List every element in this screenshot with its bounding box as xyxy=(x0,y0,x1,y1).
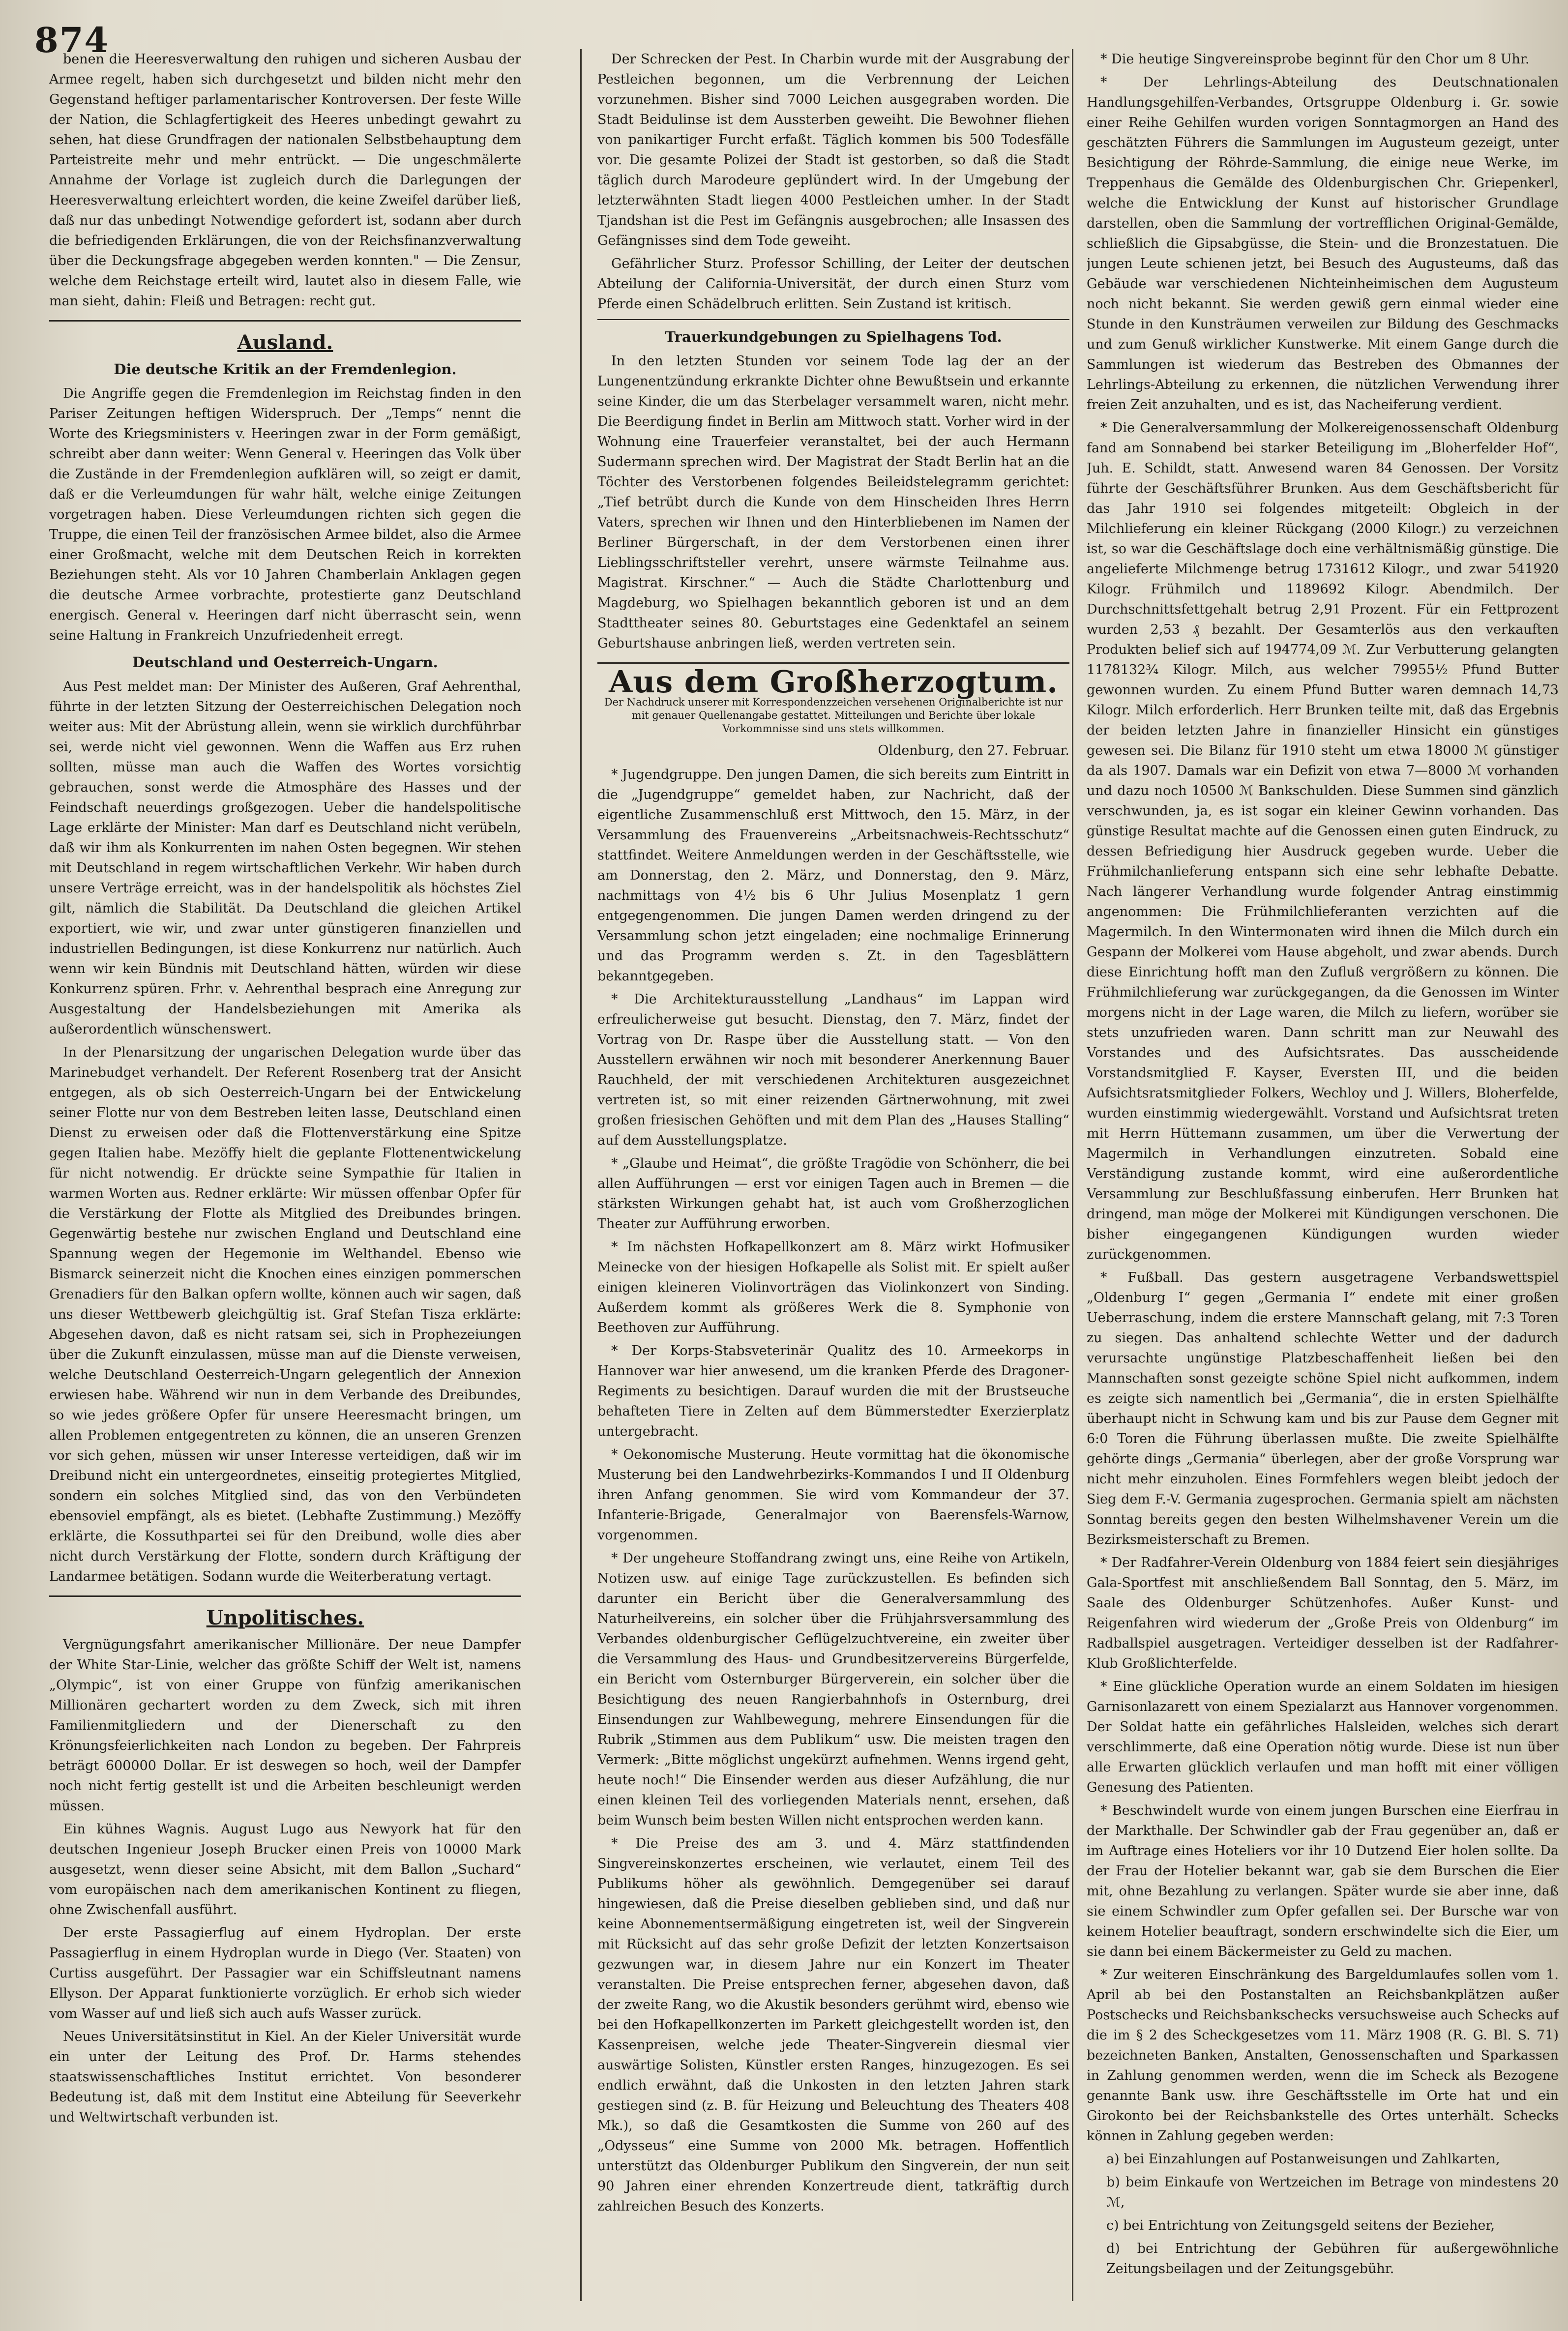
column-right xyxy=(1087,49,1559,2301)
article-korpsveterinaer: * Der Korps-Stabsveterinär Qualitz des 10. Armeekorps in Hannover war hier anwesend, um die kranken Pferde des Dragoner-Regiments zu besichtigen. Darauf wurden die mit der Brustseuche behafteten Tiere in Zelten auf dem Bümmerstedter Exerzierplatz untergebracht. xyxy=(597,1343,1069,1439)
list-item: a) bei Einzahlungen auf Postanweisungen und Zahlkarten, xyxy=(1106,2152,1500,2167)
headline-fremdenlegion: Die deutsche Kritik an der Fremdenlegion. xyxy=(114,361,457,378)
article-wagnis: Ein kühnes Wagnis. August Lugo aus Newyork hat für den deutschen Ingenieur Joseph Brucker einen Preis von 10000 Mark ausgesetzt, wenn dieser seine Absicht, mit dem Ballon „Suchard“ vom europäischen nach dem amerikanischen Kontinent zu fliegen, ohne Zwischenfall ausführt. xyxy=(49,1822,521,1918)
article-musterung: * Oekonomische Musterung. Heute vormittag hat die ökonomische Musterung bei den Landwehrbezirks-Kommandos I und II Oldenburg ihren Anfang genommen. Sie wird vom Kommandeur der 37. Infanterie-Brigade, Generalmajor von Baerensfels-Warnow, vorgenommen. xyxy=(597,1447,1069,1543)
article-jugendgruppe: * Jugendgruppe. Den jungen Damen, die sich bereits zum Eintritt in die „Jugendgruppe“ gemeldet haben, zur Nachricht, daß der eigentliche Zusammenschluß erst Mittwoch, den 15. März, in der Versammlung des Frauenvereins „Arbeitsnachweis-Rechtsschutz“ stattfindet. Weitere Anmeldungen werden in der Geschäftsstelle, wie am Donnerstag, den 2. März, und Donnerstag, den 9. März, nachmittags von 4½ bis 6 Uhr Julius Mosenplatz 1 gern entgegengenommen. Die jungen Damen werden dringend zu der Versammlung schon jetzt eingeladen; eine nochmalige Erinnerung und das Programm werden s. Zt. in den Tagesblättern bekanntgegeben. xyxy=(597,767,1069,984)
article-stoffandrang: * Der ungeheure Stoffandrang zwingt uns, eine Reihe von Artikeln, Notizen usw. auf einige Tage zurückzustellen. Es befinden sich darunter ein Bericht über die Generalversammlung des Naturheilvereins, ein solcher über die Frühjahrsversammlung des Verbandes oldenburgischer Geflügelzuchtvereine, ein zweiter über die Versammlung des Haus- und Grundbesitzervereins Bürgerfelde, ein Bericht vom Osternburger Bürgerverein, ein solcher über die Besichtigung des neuen Rangierbahnhofs in Osternburg, drei Einsendungen zur Wahlbewegung, mehrere Einsendungen für die Rubrik „Stimmen aus dem Publikum“ usw. Die meisten tragen den Vermerk: „Bitte möglichst ungekürzt aufnehmen. Wenns irgend geht, heute noch!“ Die Einsender werden aus dieser Aufzählung, die nur einen kleinen Teil des vorliegenden Materials nennt, ersehen, daß beim Wunsch beim besten Willen nicht entsprochen werden kann. xyxy=(597,1551,1069,1828)
article-radfahrer: * Der Radfahrer-Verein Oldenburg von 1884 feiert sein diesjähriges Gala-Sportfest mit anschließendem Ball Sonntag, den 5. März, im Saale des Oldenburger Schützenhofes. Außer Kunst- und Reigenfahren wird wiederum der „Große Preis von Oldenburg“ im Radballspiel ausgetragen. Verteidiger desselben ist der Radfahrer-Klub Großlichterfelde. xyxy=(1087,1555,1559,1671)
column-divider-1 xyxy=(580,49,582,2301)
section-heading-ausland: Ausland. xyxy=(237,331,333,354)
list-item: d) bei Entrichtung der Gebühren für außergewöhnliche Zeitungsbeilagen und der Zeitungsgebühr. xyxy=(1106,2241,1559,2276)
article-operation: * Eine glückliche Operation wurde an einem Soldaten im hiesigen Garnisonlazarett von einem Spezialarzt aus Hannover vorgenommen. Der Soldat hatte ein gefährliches Halsleiden, welches sich derart verschlimmerte, daß eine Operation nötig wurde. Diese ist nun über alle Erwarten glücklich verlaufen und man hofft mit einer völligen Genesung des Patienten. xyxy=(1087,1679,1559,1795)
list-item: c) bei Entrichtung von Zeitungsgeld seitens der Bezieher, xyxy=(1106,2218,1495,2233)
headline-oesterreich: Deutschland und Oesterreich-Ungarn. xyxy=(132,654,438,671)
article-sturz: Gefährlicher Sturz. Professor Schilling, der Leiter der deutschen Abteilung der California-Universität, der durch einen Sturz vom Pferde einen Schädelbruch erlitten. Sein Zustand ist kritisch. xyxy=(597,256,1069,312)
dateline: Oldenburg, den 27. Februar. xyxy=(878,743,1069,758)
section-rule xyxy=(49,320,521,322)
column-divider-2 xyxy=(1072,49,1073,2301)
article-beschwindelt: * Beschwindelt wurde von einem jungen Burschen eine Eierfrau in der Markthalle. Der Schwindler gab der Frau gegenüber an, daß er im Auftrage eines Hoteliers vor ihr 10 Dutzend Eier holen sollte. Da der Frau der Hotelier bekannt war, gab sie dem Burschen die Eier mit, ohne Bezahlung zu verlangen. Später wurde sie aber inne, daß sie einem Schwindler zum Opfer gefallen sei. Der Bursche war von keinem Hotelier beauftragt, sondern erschwindelte sich die Eier, um sie dann bei einem Bäckermeister zu Geld zu machen. xyxy=(1087,1803,1559,1959)
article-landhaus: * Die Architekturausstellung „Landhaus“ im Lappan wird erfreulicherweise gut besucht. Dienstag, den 7. März, findet der Vortrag von Dr. Raspe über die Ausstellung statt. — Von den Ausstellern erwähnen wir noch mit besonderer Anerkennung Bauer Rauchheld, der mit verschiedenen Architekturen ausgezeichnet vertreten ist, so mit einer reizenden Gärtnerwohnung, mit zwei großen friesischen Gehöften und mit dem Plan des „Hauses Stalling“ auf dem Ausstellungsplatze. xyxy=(597,992,1069,1148)
article-lehrlingsabteilung: * Der Lehrlings-Abteilung des Deutschnationalen Handlungsgehilfen-Verbandes, Ortsgruppe Oldenburg i. Gr. sowie einer Reihe Gehilfen wurden vorigen Sonntagmorgen an Hand des geschätzten Führers die Sammlungen im Augusteum gezeigt, unter Besichtigung der Röhrde-Sammlung, die einige neue Werke, im Treppenhaus die Gemälde des Oldenburgischen Chr. Griepenkerl, welche die Entwicklung der Kunst auf historischer Grundlage darstellen, oben die Sammlung der vortrefflichen Original-Gemälde, schließlich die Gipsabgüsse, die Stein- und die Bronzestatuen. Die jungen Leute schienen jetzt, bei Besuch des Augusteums, daß das Gebäude war verschiedenen Nichteinheimischen dem Augusteum noch nicht bekannt. Sie werden gewiß gern einmal wieder eine Stunde in den Kunsträumen verweilen zur Bildung des Geschmacks und zum Genuß wirklicher Kunstwerke. Mit einem Gange durch die Sammlungen ist wiederum das Bestreben des Obmannes der Lehrlings-Abteilung zu erkennen, die nützlichen Verwendung ihrer freien Zeit anzuhalten, und es ist, das Nacheiferung verdient. xyxy=(1087,75,1559,413)
headline-spielhagen: Trauerkundgebungen zu Spielhagens Tod. xyxy=(665,328,1002,345)
article-spielhagen: In den letzten Stunden vor seinem Tode lag der an der Lungenentzündung erkrankte Dichter ohne Bewußtsein und erkannte seine Kinder, die um das Sterbelager versammelt waren, nicht mehr. Die Beerdigung findet in Berlin am Mittwoch statt. Vorher wird in der Wohnung eine Trauerfeier veranstaltet, bei der auch Hermann Sudermann sprechen wird. Der Magistrat der Stadt Berlin hat an die Töchter des Verstorbenen folgendes Beileidstelegramm gerichtet: „Tief betrübt durch die Kunde von dem Hinscheiden Ihres Herrn Vaters, sprechen wir Ihnen und den Hinterbliebenen im Namen der Berliner Bürgerschaft, in der dem Verstorbenen einen ihrer Lieblingsschriftsteller verehrt, unsere wärmste Teilnahme aus. Magistrat. Kirschner.“ — Auch die Städte Charlottenburg und Magdeburg, wo Spielhagen bekanntlich geboren ist und an dem Stadttheater seines 80. Geburtstages eine Gedenktafel an seinem Geburtshause anbringen ließ, werden vertreten sein. xyxy=(597,354,1069,651)
section-rule xyxy=(49,1595,521,1597)
article-molkerei: * Die Generalversammlung der Molkereigenossenschaft Oldenburg fand am Sonnabend bei starker Beteiligung im „Bloherfelder Hof“, Juh. E. Schildt, statt. Anwesend waren 84 Genossen. Der Vorsitz führte der Geschäftsführer Brunken. Aus dem Geschäftsbericht für das Jahr 1910 sei folgendes mitgeteilt: Obgleich in der Milchlieferung ein kleiner Rückgang (2000 Kilogr.) zu verzeichnen ist, so war die Geschäftslage doch eine verhältnismäßig günstige. Die angelieferte Milchmenge betrug 1731612 Kilogr., und zwar 541920 Kilogr. Frühmilch und 1189692 Kilogr. Abendmilch. Der Durchschnittsfettgehalt betrug 2,91 Prozent. Für ein Fettprozent wurden 2,53 ₰ bezahlt. Der Gesamterlös aus den verkauften Produkten belief sich auf 194774,09 ℳ. Zur Verbutterung gelangten 1178132¾ Kilogr. Milch, aus welcher 79955½ Pfund Butter gewonnen wurden. Zu einem Pfund Butter waren demnach 14,73 Kilogr. Milch erforderlich. Herr Brunken teilte mit, daß das Ergebnis der beiden letzten Jahre in finanzieller Hinsicht ein günstiges gewesen sei. Die Bilanz für 1910 steht um etwa 18000 ℳ günstiger da als 1907. Damals war ein Defizit von etwa 7—8000 ℳ vorhanden und dazu noch 10500 ℳ Bankschulden. Diese Summen sind gänzlich verschwunden, ja, es ist sogar ein kleiner Gewinn vorhanden. Das günstige Resultat machte auf die Genossen einen guten Eindruck, zu dessen Befriedigung hier Ausdruck gegeben wurde. Ueber die Frühmilchanlieferung entspann sich eine sehr lebhafte Debatte. Nach längerer Verhandlung wurde folgender Antrag einstimmig angenommen: Die Frühmilchlieferanten verzichten auf die Magermilch. In den Wintermonaten wird ihnen die Milch durch ein Gespann der Molkerei vom Hause abgeholt, und zwar abends. Durch diese Einrichtung hofft man den Zufluß vergrößern zu können. Die Frühmilchlieferung war zurückgegangen, da die Genossen im Winter morgens nicht in der Lage waren, die Milch zu liefern, worüber sie stets unzufrieden waren. Dann schritt man zur Neuwahl des Vorstandes und des Aufsichtsrates. Das ausscheidende Vorstandsmitglied F. Kayser, Eversten III, und die beiden Aufsichtsratsmitglieder Folkers, Wechloy und J. Willers, Bloherfelde, wurden einstimmig wiedergewählt. Vorstand und Aufsichtsrat treten mit Herrn Hüttemann zusammen, um über die Verwertung der Magermilch in Verhandlungen einzutreten. Sobald eine Verständigung zustande kommt, wird eine außerordentliche Versammlung zur Beschlußfassung einberufen. Herr Brunken hat dringend, man möge der Molkerei mit Kündigungen verschonen. Die bisher eingegangenen Kündigungen wurden wieder zurückgenommen. xyxy=(1087,420,1559,1262)
article-hydroplan: Der erste Passagierflug auf einem Hydroplan. Der erste Passagierflug in einem Hydroplan wurde in Diego (Ver. Staaten) von Curtiss ausgeführt. Der Passagier war ein Schiffsleutnant namens Ellyson. Der Apparat funktionierte vorzüglich. Er erhob sich wieder vom Wasser auf und ließ sich auch aufs Wasser zurück. xyxy=(49,1925,521,2021)
page-number: 874 xyxy=(34,20,110,60)
article-glaube-heimat: * „Glaube und Heimat“, die größte Tragödie von Schönherr, die bei allen Aufführungen — erst vor einigen Tagen auch in Bremen — die stärksten Wirkungen gehabt hat, ist auch vom Großherzoglichen Theater zur Aufführung erworben. xyxy=(597,1156,1069,1232)
column-middle xyxy=(597,49,1069,2301)
article-olympic: Vergnügungsfahrt amerikanischer Millionäre. Der neue Dampfer der White Star-Linie, welcher das größte Schiff der Welt ist, namens „Olympic“, ist von einer Gruppe von fünfzig amerikanischen Millionären gechartert worden zu dem Zweck, sich mit ihren Familienmitgliedern und der Dienerschaft zu den Krönungsfeierlichkeiten nach London zu begeben. Der Fahrpreis beträgt 600000 Dollar. Er ist deswegen so hoch, weil der Dampfer noch nicht fertig gestellt ist und die Arbeiten beschleunigt werden müssen. xyxy=(49,1637,521,1814)
article-kiel: Neues Universitätsinstitut in Kiel. An der Kieler Universität wurde ein unter der Leitung des Prof. Dr. Harms stehendes staatswissenschaftliches Institut errichtet. Von besonderer Bedeutung ist, daß mit dem Institut eine Abteilung für Seeverkehr und Weltwirtschaft verbunden ist. xyxy=(49,2029,521,2125)
column-left xyxy=(49,49,521,2301)
article-bargeld: * Zur weiteren Einschränkung des Bargeldumlaufes sollen vom 1. April ab bei den Postanstalten an Reichsbankplätzen außer Postschecks und Reichsbankschecks versuchsweise auch Schecks auf die im § 2 des Scheckgesetzes vom 11. März 1908 (R. G. Bl. S. 71) bezeichneten Banken, Anstalten, Genossenschaften und Sparkassen in Zahlung genommen werden, wenn die im Scheck als Bezogene genannte Bank usw. ihre Geschäftsstelle im Orte hat und ein Girokonto bei der Reichsbankstelle des Ortes unterhält. Schecks können in Zahlung gegeben werden: xyxy=(1087,1967,1559,2144)
article-delegation: In der Plenarsitzung der ungarischen Delegation wurde über das Marinebudget verhandelt. Der Referent Rosenberg trat der Ansicht entgegen, als ob sich Oesterreich-Ungarn bei der Entwickelung seiner Flotte nur von dem Bestreben leiten lasse, Deutschland einen Dienst zu erweisen oder daß die Flottenverstärkung eine Spitze gegen Italien habe. Mezöffy hielt die geplante Flottenentwickelung für nicht notwendig. Er drückte seine Sympathie für Italien in warmen Worten aus. Redner erklärte: Wir müssen offenbar Opfer für die Verstärkung der Flotte als Mitglied des Dreibundes bringen. Gegenwärtig bestehe nur zwischen England und Deutschland eine Spannung wegen der Hegemonie im Welthandel. Ebenso wie Bismarck seinerzeit nicht die Knochen eines einzigen pommerschen Grenadiers für den Balkan opfern wollte, können auch wir sagen, daß uns dieser Wettbewerb gleichgültig ist. Graf Stefan Tisza erklärte: Abgesehen davon, daß es nicht ratsam sei, sich in Prophezeiungen über die Zukunft einzulassen, müsse man auf die Dienste verweisen, welche Deutschland Oesterreich-Ungarn gelegentlich der Annexion erwiesen habe. Während wir nun in dem Verbande des Dreibundes, so wie jedes größere Opfer für unsere Heeresmacht bringen, um allen Problemen entgegentreten zu können, die an unseren Grenzen vor sich gehen, müssen wir unser Interesse verteidigen, daß wir im Dreibund nicht ein untergeordnetes, einseitig protegiertes Mitglied, sondern ein solches Mitglied sind, das von den Verbündeten ebensoviel empfängt, als es bietet. (Lebhafte Zustimmung.) Mezöffy erklärte, die Kossuthpartei sei für den Dreibund, wolle dies aber nicht durch Verstärkung der Flotte, sondern durch Kräftigung der Landarmee betätigen. Sodann wurde die Weiterberatung vertagt. xyxy=(49,1045,521,1584)
article-aehrenthal: Aus Pest meldet man: Der Minister des Außeren, Graf Aehrenthal, führte in der letzten Sitzung der Oesterreichischen Delegation noch weiter aus: Mit der Abrüstung allein, wenn sie wirklich durchführbar sei, werde nicht viel gewonnen. Wenn die Waffen aus Erz ruhen sollten, müsse man auch die Waffen des Wortes vorsichtig gebrauchen, sonst werde die Atmosphäre des Hasses und der Feindschaft neuerdings großgezogen. Ueber die handelspolitische Lage erklärte der Minister: Man darf es Deutschland nicht verübeln, daß wir ihm als Konkurrenten im nahen Osten begegnen. Wir stehen mit Deutschland in regem wirtschaftlichen Verkehr. Wir haben durch unsere Verträge erreicht, was in der handelspolitik als höchstes Ziel gilt, nämlich die Stabilität. Da Deutschland die gleichen Artikel exportiert, wie wir, und zwar unter günstigeren finanziellen und industriellen Bedingungen, ist diese Konkurrenz nur natürlich. Auch wenn wir kein Bündnis mit Deutschland hätten, würden wir diese Konkurrenz spüren. Frhr. v. Aehrenthal besprach eine Anregung zur Ausgestaltung der Handelsbeziehungen mit Amerika als außerordentlich wünschenswert. xyxy=(49,679,521,1037)
article-rule xyxy=(597,319,1069,320)
section-heading-grossherzogtum: Aus dem Großherzogtum. xyxy=(609,664,1058,700)
list-item: b) beim Einkaufe von Wertzeichen im Betrage von mindestens 20 ℳ, xyxy=(1106,2175,1559,2210)
reprint-notice: Der Nachdruck unserer mit Korrespondenzzeichen versehenen Originalberichte ist nur mit genauer Quellenangabe gestattet. Mitteilungen und Berichte über lokale Vorkommnisse sind uns stets willkommen. xyxy=(604,696,1063,735)
article-hofkapelle: * Im nächsten Hofkapellkonzert am 8. März wirkt Hofmusiker Meinecke von der hiesigen Hofkapelle als Solist mit. Er spielt außer einigen kleineren Violinvorträgen das Violinkonzert von Sinding. Außerdem kommt als größeres Werk die 8. Symphonie von Beethoven zur Aufführung. xyxy=(597,1239,1069,1335)
article-fussball: * Fußball. Das gestern ausgetragene Verbandswettspiel „Oldenburg I“ gegen „Germania I“ endete mit einer großen Ueberraschung, indem die erstere Mannschaft gelang, mit 7:3 Toren zu siegen. Das anhaltend schlechte Wetter und der dadurch verursachte ungünstige Platzbeschaffenheit ließen bei den Mannschaften sonst gezeigte schöne Spiel nicht aufkommen, indem es zeigte sich namentlich bei „Germania“, die in ersten Spielhälfte überhaupt nicht in Schwung kam und bis zur Pause dem Gegner mit 6:0 Toren die Führung überlassen mußte. Die zweite Spielhälfte gehörte dings „Germania“ überlegen, aber der große Vorsprung war nicht mehr einzuholen. Eines Formfehlers wegen bleibt jedoch der Sieg dem F.-V. Germania zugesprochen. Germania spielt am nächsten Sonntag bereits gegen den besten Wilhelmshavener Verein um die Bezirksmeisterschaft zu Bremen. xyxy=(1087,1270,1559,1547)
article-singverein-preise: * Die Preise des am 3. und 4. März stattfindenden Singvereinskonzertes erscheinen, wie verlautet, einem Teil des Publikums höher als gewöhnlich. Demgegenüber sei darauf hingewiesen, daß die Preise dieselben geblieben sind, und daß nur keine Abonnementsermäßigung eingetreten ist, weil der Singverein mit Rücksicht auf das sehr große Defizit der letzten Konzertsaison gezwungen war, in diesem Jahre nur ein Konzert im Theater veranstalten. Die Preise entsprechen ferner, abgesehen davon, daß der zweite Rang, wo die Akustik besonders gerühmt wird, ebenso wie bei den Hofkapellkonzerten im Parkett gleichgestellt worden ist, den Kassenpreisen, welche jede Theater-Singverein diesmal vier auswärtige Solisten, Künstler ersten Ranges, hinzugezogen. Es sei endlich erwähnt, daß die Unkosten in den letzten Jahren stark gestiegen sind (z. B. für Heizung und Beleuchtung des Theaters 408 Mk.), so daß die Gesamtkosten die Summe von 260 auf des „Odysseus“ eine Summe von 2000 Mk. betragen. Hoffentlich unterstützt das Oldenburger Publikum den Singverein, der nun seit 90 Jahren einer ehrenden Konzertreude dient, tatkräftig durch zahlreichen Besuch des Konzerts. xyxy=(597,1836,1069,2214)
section-heading-unpolitisches: Unpolitisches. xyxy=(206,1606,364,1629)
article-reichstag-continuation: benen die Heeresverwaltung den ruhigen und sicheren Ausbau der Armee regelt, haben sich durchgesetzt und bilden nicht mehr den Gegenstand heftiger parlamentarischer Kontroversen. Der feste Wille der Nation, die Schlagfertigkeit des Heeres unbedingt gewahrt zu sehen, hat diese Grundfragen der nationalen Selbstbehauptung dem Parteistreite mehr und mehr entrückt. — Die ungeschmälerte Annahme der Vorlage ist zugleich durch die Darlegungen der Heeresverwaltung erleichtert worden, die keine Zweifel darüber ließ, daß nur das unbedingt Notwendige gefordert ist, sodann aber durch die befriedigenden Erklärungen, die von der Reichsfinanzverwaltung über die Deckungsfrage abgegeben werden konnten." — Die Zensur, welche dem Reichstage erteilt wird, lautet also in diesem Falle, wie man sieht, dahin: Fleiß und Betragen: recht gut. xyxy=(49,52,521,309)
article-pest: Der Schrecken der Pest. In Charbin wurde mit der Ausgrabung der Pestleichen begonnen, um die Verbrennung der Leichen vorzunehmen. Bisher sind 7000 Leichen ausgegraben worden. Die Stadt Beidulinse ist dem Aussterben geweiht. Die Bewohner fliehen von panikartiger Furcht erfaßt. Täglich kommen bis 500 Todesfälle vor. Die gesamte Polizei der Stadt ist gestorben, so daß die Stadt täglich durch Marodeure geplündert wird. In der Umgebung der letzterwähnten Stadt liegen 4000 Pestleichen umher. In der Stadt Tjandshan ist die Pest im Gefängnis ausgebrochen; alle Insassen des Gefängnisses sind dem Tode geweiht. xyxy=(597,52,1069,248)
article-fremdenlegion: Die Angriffe gegen die Fremdenlegion im Reichstag finden in den Pariser Zeitungen heftigen Widerspruch. Der „Temps“ nennt die Worte des Kriegsministers v. Heeringen zwar in der Form gemäßigt, schreibt aber dann weiter: Wenn General v. Heeringen das Volk über die Zustände in der Fremdenlegion aufklären will, so zeigt er damit, daß er die Verleumdungen für wahr hält, welche einige Zeitungen vorgetragen haben. Diese Verleumdungen richten sich gegen die Truppe, die einen Teil der französischen Armee bildet, also die Armee einer Großmacht, welche mit dem Deutschen Reich in korrekten Beziehungen steht. Als vor 10 Jahren Chamberlain Anklagen gegen die deutsche Armee vorbrachte, protestierte ganz Deutschland energisch. General v. Heeringen darf nicht überrascht sein, wenn seine Haltung in Frankreich Unzufriedenheit erregt. xyxy=(49,386,521,643)
article-singvereinsprobe: * Die heutige Singvereinsprobe beginnt für den Chor um 8 Uhr. xyxy=(1100,52,1530,67)
